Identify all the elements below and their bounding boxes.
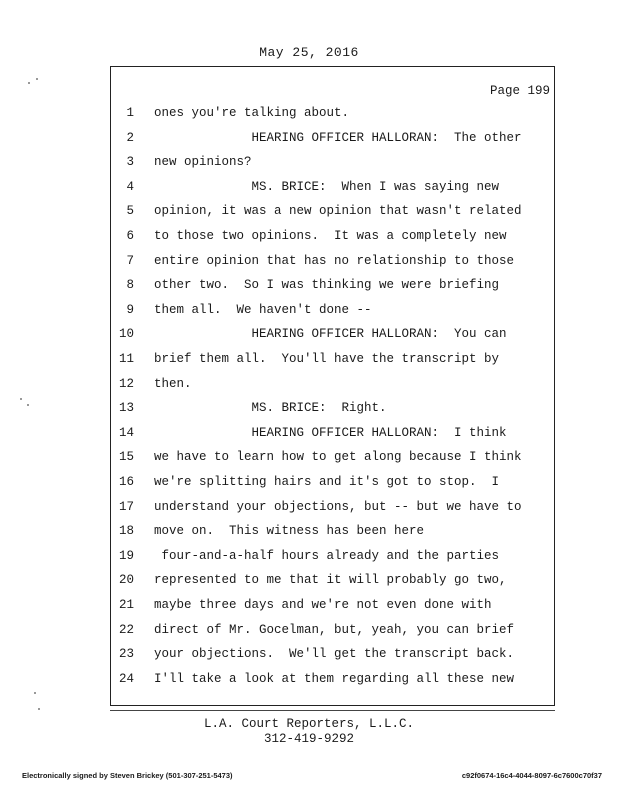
- transcript-line: [0, 401, 618, 421]
- transcript-line: [0, 229, 618, 249]
- transcript-line: [0, 377, 618, 397]
- transcript-line: [0, 204, 618, 224]
- line-number: 22: [118, 622, 134, 637]
- transcript-line: [0, 327, 618, 347]
- line-number: 8: [126, 278, 134, 293]
- line-text: we're splitting hairs and it's got to stop. I: [154, 475, 500, 489]
- transcript-line: [0, 254, 618, 274]
- line-text: direct of Mr. Gocelman, but, yeah, you can brief: [154, 622, 515, 637]
- line-text: to those two opinions. It was a completely new: [154, 229, 507, 243]
- transcript-line: [0, 475, 618, 495]
- line-number: 3: [126, 155, 134, 170]
- line-number: 18: [118, 524, 134, 539]
- line-number: 11: [118, 352, 134, 366]
- line-number: 2: [126, 130, 134, 145]
- line-text: your objections. We'll get the transcript back.: [154, 647, 515, 662]
- line-number: 23: [118, 647, 134, 662]
- transcript-line: [0, 647, 618, 667]
- transcript-line: [0, 598, 618, 618]
- electronic-signature: Electronically signed by Steven Brickey (501-307-251-5473): [22, 771, 233, 780]
- transcript-line: [0, 303, 618, 323]
- transcript-line: [0, 450, 618, 470]
- line-text: we have to learn how to get along because I think: [154, 450, 522, 465]
- line-number: 1: [126, 106, 134, 120]
- transcript-date: May 25, 2016: [259, 45, 359, 60]
- page-number-label: Page 199: [489, 84, 550, 98]
- transcript-line: [0, 278, 618, 298]
- document-id: c92f0674-16c4-4044-8097-6c7600c70f37: [461, 771, 602, 780]
- line-number: 7: [126, 253, 134, 268]
- line-text: entire opinion that has no relationship to those: [154, 253, 515, 268]
- transcript-line: [0, 524, 618, 544]
- transcript-line: [0, 672, 618, 692]
- line-number: 5: [126, 204, 134, 219]
- line-number: 21: [118, 598, 134, 612]
- frame-double-rule: [110, 710, 555, 711]
- line-text: them all. We haven't done --: [154, 302, 372, 317]
- line-text: four-and-a-half hours already and the parties: [154, 548, 500, 563]
- scan-speck: [34, 692, 36, 694]
- scan-speck: [28, 82, 30, 84]
- transcript-line: [0, 623, 618, 643]
- transcript-line: [0, 106, 618, 126]
- scan-speck: [36, 78, 38, 80]
- line-number: 15: [118, 450, 134, 465]
- transcript-line: [0, 131, 618, 151]
- line-text: new opinions?: [154, 155, 252, 170]
- line-text: represented to me that it will probably go two,: [154, 573, 507, 588]
- line-text: HEARING OFFICER HALLORAN: I think: [154, 425, 507, 440]
- transcript-line: [0, 352, 618, 372]
- scan-speck: [27, 404, 29, 406]
- line-text: ones you're talking about.: [154, 106, 350, 120]
- scan-speck: [20, 398, 22, 400]
- line-text: MS. BRICE: Right.: [154, 401, 387, 416]
- line-number: 12: [118, 376, 134, 391]
- line-number: 24: [118, 671, 134, 686]
- line-text: move on. This witness has been here: [154, 524, 425, 539]
- line-text: brief them all. You'll have the transcript by: [154, 352, 500, 366]
- line-text: I'll take a look at them regarding all these new: [154, 671, 515, 686]
- line-text: HEARING OFFICER HALLORAN: The other: [154, 130, 522, 145]
- line-number: 10: [118, 327, 134, 342]
- transcript-line: [0, 180, 618, 200]
- line-text: other two. So I was thinking we were briefing: [154, 278, 500, 293]
- transcript-line: [0, 155, 618, 175]
- line-number: 9: [126, 302, 134, 317]
- transcript-line: [0, 500, 618, 520]
- line-number: 13: [118, 401, 134, 416]
- transcript-line: [0, 573, 618, 593]
- line-number: 14: [118, 425, 134, 440]
- line-text: understand your objections, but -- but we have to: [154, 499, 522, 514]
- line-text: MS. BRICE: When I was saying new: [154, 179, 500, 194]
- court-reporter-firm: L.A. Court Reporters, L.L.C.: [203, 717, 415, 731]
- line-text: then.: [154, 376, 192, 391]
- court-reporter-phone: 312-419-9292: [263, 732, 354, 746]
- line-number: 16: [118, 475, 134, 489]
- line-text: maybe three days and we're not even done with: [154, 598, 492, 612]
- line-text: opinion, it was a new opinion that wasn't related: [154, 204, 522, 219]
- line-number: 19: [118, 548, 134, 563]
- line-number: 4: [126, 179, 134, 194]
- transcript-line: [0, 426, 618, 446]
- scan-speck: [38, 708, 40, 710]
- transcript-line: [0, 549, 618, 569]
- line-number: 20: [118, 573, 134, 588]
- line-number: 6: [126, 229, 134, 243]
- line-text: HEARING OFFICER HALLORAN: You can: [154, 327, 507, 342]
- line-number: 17: [118, 499, 134, 514]
